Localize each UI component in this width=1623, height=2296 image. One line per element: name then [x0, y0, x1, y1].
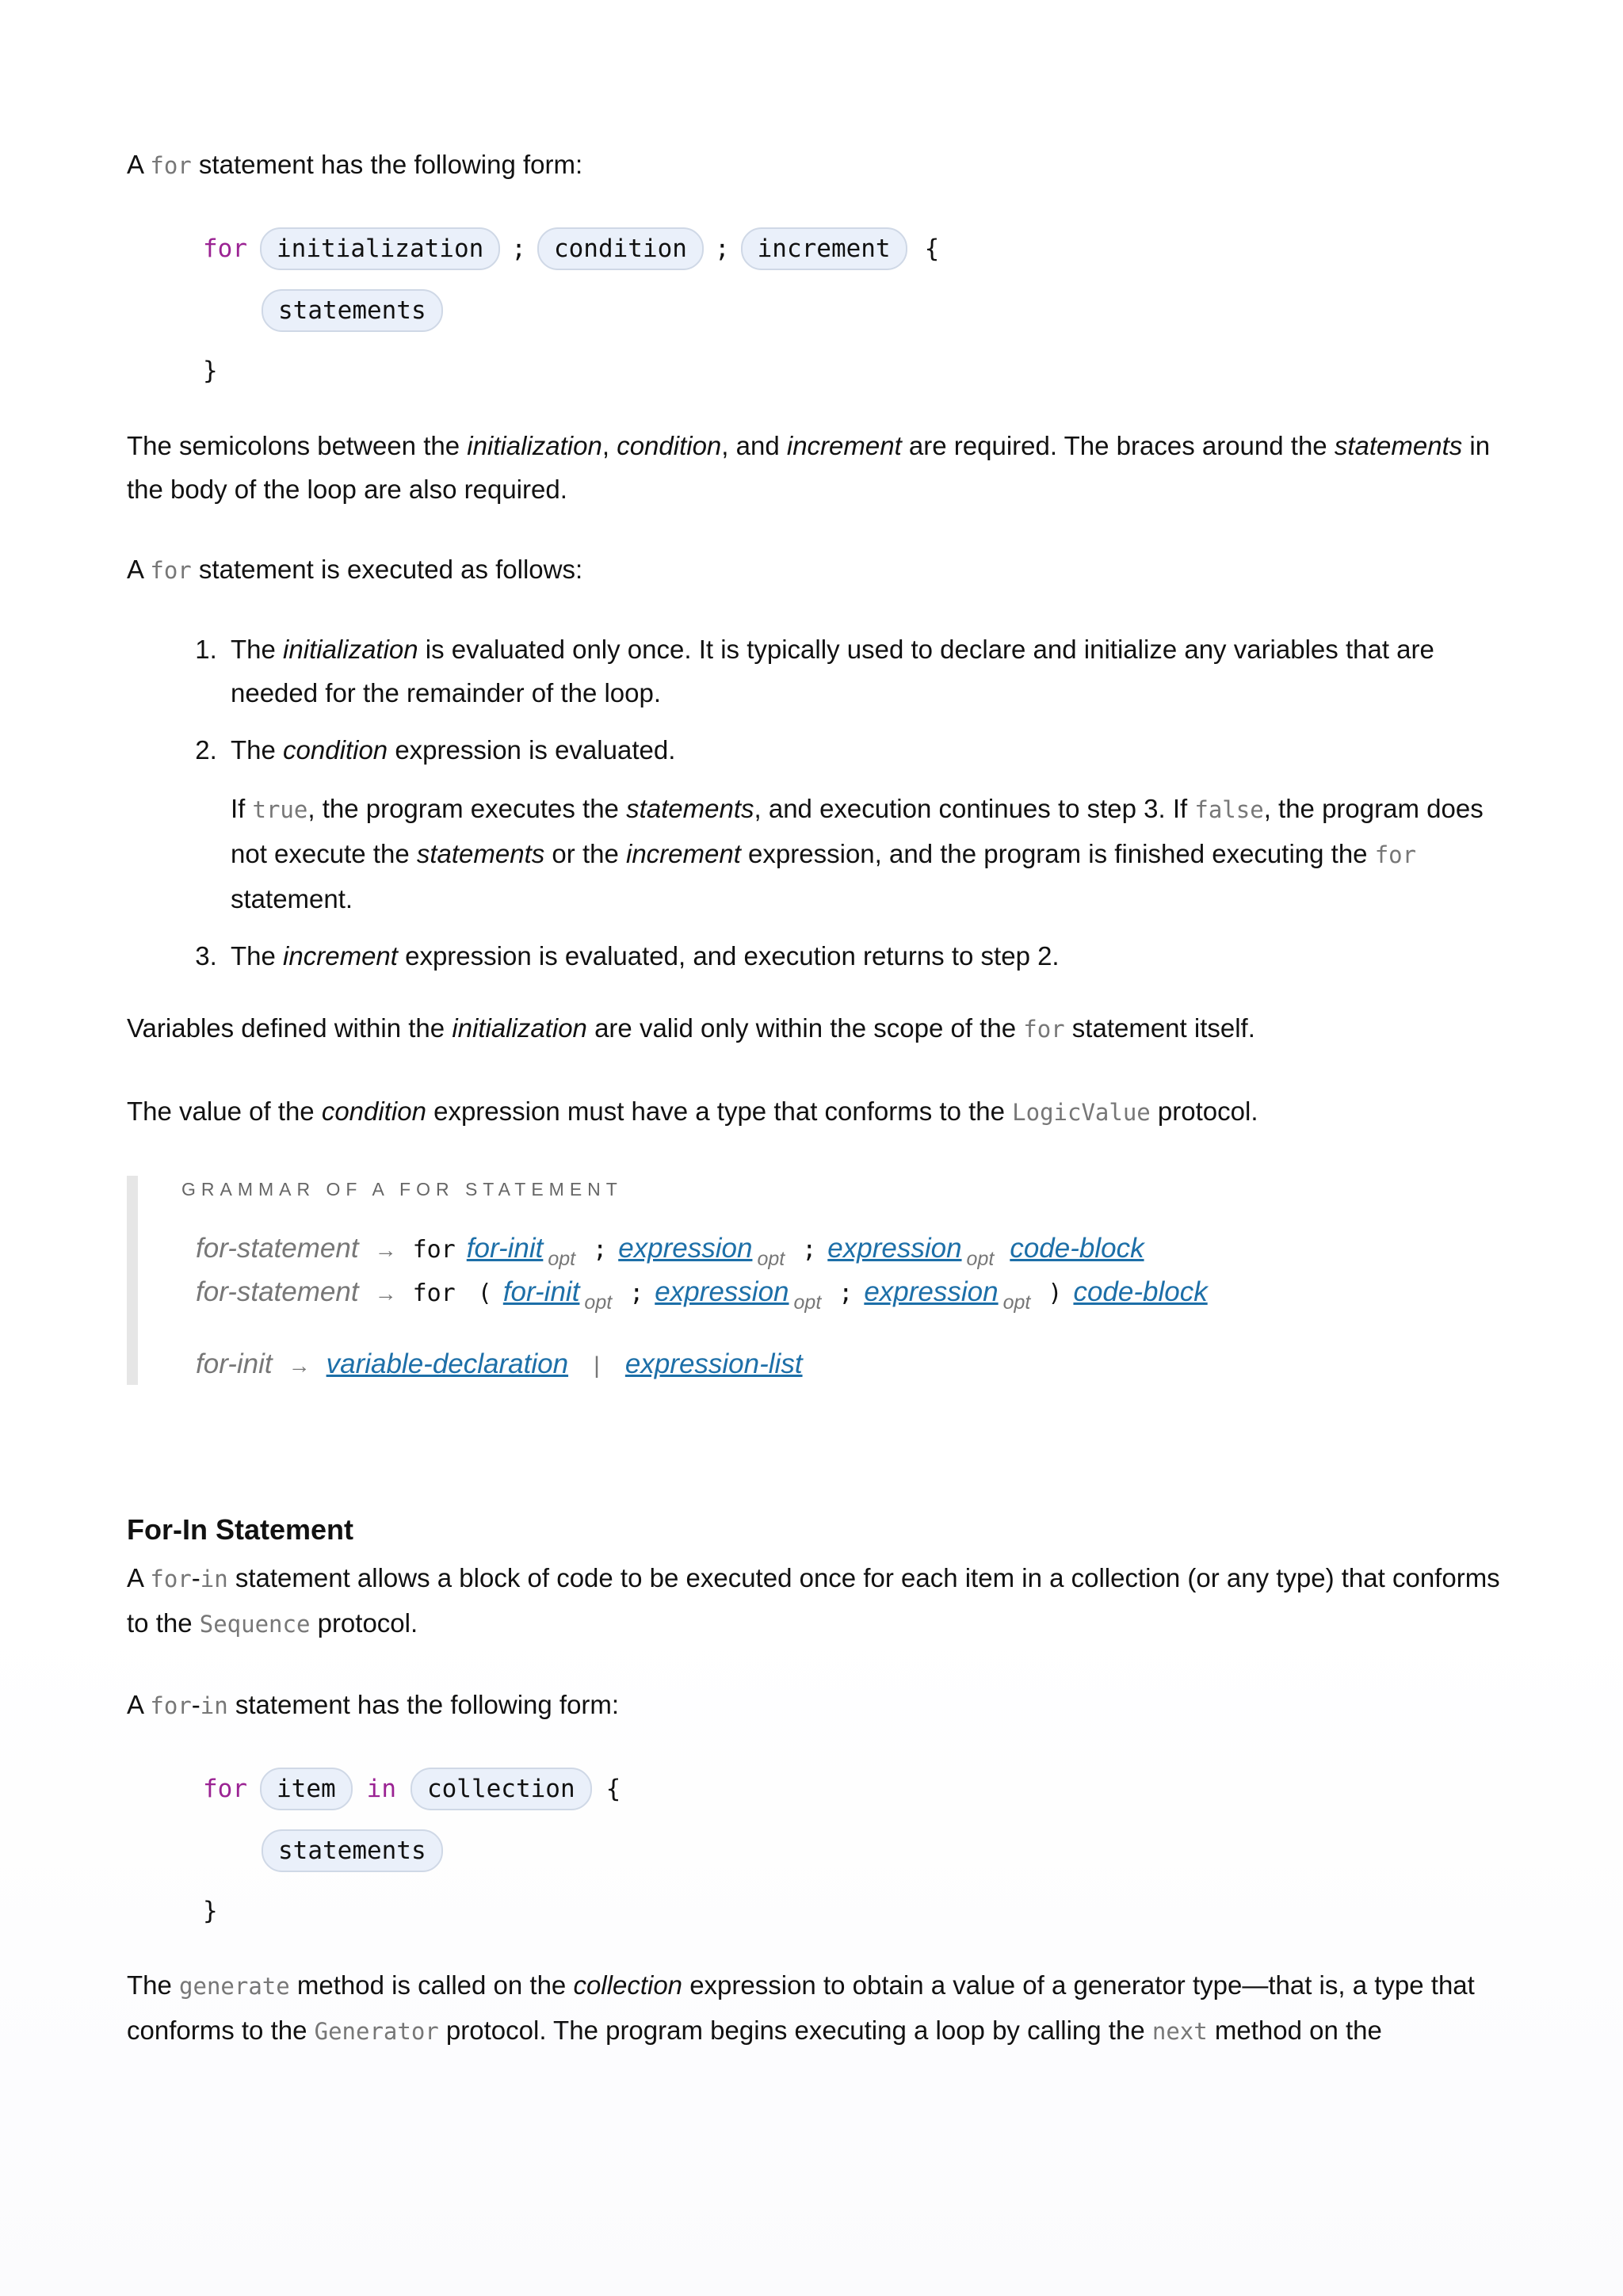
emphasis: initialization	[283, 635, 418, 664]
link-expression-list[interactable]: expression-list	[624, 1348, 803, 1379]
grammar-literal: for	[412, 1280, 456, 1307]
text: , the program executes the	[307, 794, 627, 823]
text: A	[127, 1690, 151, 1719]
inline-code: next	[1151, 2018, 1208, 2045]
emphasis: increment	[283, 941, 398, 971]
arrow-icon: →	[374, 1281, 397, 1306]
emphasis: condition	[321, 1097, 426, 1126]
emphasis: statements	[416, 839, 545, 868]
paragraph-generate-method	[127, 1963, 1506, 2054]
placeholder-item: item	[260, 1768, 353, 1810]
placeholder-condition: condition	[537, 227, 704, 270]
paragraph-condition-type	[127, 1089, 1506, 1135]
execution-steps-list	[127, 627, 1506, 978]
grammar-literal: )	[1048, 1280, 1063, 1307]
text: The	[231, 735, 284, 765]
code-line	[203, 225, 1506, 273]
semicolon: ;	[714, 235, 730, 263]
for-syntax-block	[203, 225, 1506, 395]
code-line	[203, 1765, 1506, 1813]
opt-marker: opt	[1002, 1291, 1031, 1314]
text: is evaluated only once. It is typically used to declare and initialize any variables that are needed for the remainder of the loop.	[231, 635, 1434, 707]
grammar-title: GRAMMAR OF A FOR STATEMENT	[181, 1179, 623, 1199]
grammar-rule	[174, 1226, 1506, 1270]
for-in-syntax-block	[203, 1765, 1506, 1935]
arrow-icon: →	[374, 1238, 397, 1262]
opt-marker: opt	[793, 1291, 822, 1314]
link-for-init[interactable]: for-init	[502, 1276, 580, 1307]
alternation-bar: |	[594, 1352, 600, 1379]
text: -	[191, 1563, 200, 1592]
code-line	[203, 1887, 1506, 1935]
paragraph-executed-as-follows	[127, 547, 1506, 593]
code-line	[203, 347, 1506, 395]
link-code-block[interactable]: code-block	[1010, 1233, 1144, 1264]
inline-code: for	[150, 557, 192, 584]
emphasis: statements	[626, 794, 754, 823]
list-item-detail	[231, 787, 1506, 921]
text: are valid only within the scope of the	[586, 1013, 1024, 1043]
grammar-literal: ;	[838, 1280, 854, 1307]
inline-code: false	[1194, 796, 1264, 823]
text: , and	[721, 431, 787, 460]
text: A	[127, 1563, 151, 1592]
keyword-for: for	[203, 235, 247, 263]
text: , and execution continues to step 3. If	[754, 794, 1195, 823]
text: statement itself.	[1064, 1013, 1255, 1043]
grammar-literal: ;	[593, 1236, 608, 1264]
inline-code: generate	[179, 1973, 290, 2000]
text: expression is evaluated, and execution returns to step 2.	[397, 941, 1060, 971]
paragraph-variables-scope	[127, 1006, 1506, 1051]
emphasis: statements	[1334, 431, 1463, 460]
grammar-box	[127, 1176, 1506, 1385]
section-heading: For-In Statement	[127, 1513, 354, 1546]
open-brace: {	[924, 235, 940, 263]
grammar-rule	[174, 1342, 1506, 1386]
emphasis: collection	[573, 1970, 683, 2000]
grammar-lhs: for-statement	[196, 1233, 359, 1264]
inline-code: LogicValue	[1012, 1099, 1151, 1126]
text: protocol.	[1150, 1097, 1258, 1126]
emphasis: condition	[617, 431, 722, 460]
list-item	[224, 728, 1506, 921]
link-for-init[interactable]: for-init	[466, 1233, 544, 1264]
opt-marker: opt	[584, 1291, 613, 1314]
text: expression, and the program is finished executing the	[740, 839, 1375, 868]
opt-marker: opt	[757, 1248, 785, 1270]
grammar-literal: ;	[629, 1280, 644, 1307]
text: The	[231, 635, 284, 664]
inline-code: for	[150, 1692, 192, 1719]
grammar-literal: for	[412, 1236, 456, 1264]
text: statement is executed as follows:	[191, 555, 583, 584]
paragraph-for-in-form	[127, 1683, 1506, 1728]
text: method is called on the	[289, 1970, 574, 2000]
text: , the program does not execute the	[231, 794, 1484, 868]
text: method on the	[1207, 2016, 1382, 2045]
list-item	[224, 627, 1506, 715]
inline-code: in	[200, 1692, 228, 1719]
text: expression is evaluated.	[388, 735, 676, 765]
inline-code: Generator	[314, 2018, 439, 2045]
inline-code: true	[252, 796, 308, 823]
emphasis: initialization	[452, 1013, 587, 1043]
emphasis: increment	[626, 839, 741, 868]
inline-code: for	[150, 152, 192, 179]
placeholder-statements: statements	[262, 1829, 443, 1872]
text: -	[191, 1690, 200, 1719]
text: expression to obtain a value of a generator type—that is, a type that conforms to the	[127, 1970, 1475, 2045]
grammar-rule	[174, 1270, 1506, 1314]
grammar-lhs: for-statement	[196, 1276, 359, 1307]
grammar-lhs: for-init	[196, 1348, 273, 1379]
text: The	[231, 941, 284, 971]
main-content	[127, 143, 1506, 2054]
text: expression must have a type that conforms to the	[426, 1097, 1013, 1126]
text: The	[127, 1970, 180, 2000]
placeholder-increment: increment	[741, 227, 907, 270]
placeholder-statements: statements	[262, 289, 443, 332]
text: protocol. The program begins executing a loop by calling the	[438, 2016, 1152, 2045]
emphasis: initialization	[467, 431, 602, 460]
grammar-literal: ;	[802, 1236, 817, 1264]
text: statement has the following form:	[227, 1690, 620, 1719]
placeholder-initialization: initialization	[260, 227, 500, 270]
opt-marker: opt	[548, 1248, 576, 1270]
open-brace: {	[605, 1775, 621, 1803]
inline-code: for	[1374, 841, 1417, 868]
paragraph-for-in-intro	[127, 1556, 1506, 1646]
code-line	[203, 287, 1506, 334]
opt-marker: opt	[966, 1248, 995, 1270]
keyword-in: in	[366, 1775, 396, 1803]
link-expression[interactable]: expression	[827, 1233, 962, 1264]
text: or the	[544, 839, 626, 868]
emphasis: increment	[786, 431, 902, 460]
inline-code: for	[150, 1566, 192, 1592]
paragraph-for-form-intro	[127, 143, 1506, 188]
link-code-block[interactable]: code-block	[1073, 1276, 1208, 1307]
text: in the body of the loop are also required.	[127, 431, 1491, 504]
link-expression[interactable]: expression	[618, 1233, 753, 1264]
inline-code: in	[200, 1566, 228, 1592]
placeholder-collection: collection	[411, 1768, 592, 1810]
text: statement has the following form:	[191, 150, 583, 179]
keyword-for: for	[203, 1775, 247, 1803]
arrow-icon: →	[288, 1353, 311, 1378]
emphasis: condition	[283, 735, 388, 765]
text: A	[127, 555, 151, 584]
inline-code: Sequence	[199, 1611, 311, 1638]
code-line	[203, 1827, 1506, 1875]
paragraph-semicolons	[127, 424, 1506, 511]
text: statement.	[231, 884, 353, 913]
semicolon: ;	[511, 235, 526, 263]
text: The value of the	[127, 1097, 322, 1126]
grammar-literal: (	[477, 1280, 492, 1307]
text: Variables defined within the	[127, 1013, 453, 1043]
text: If	[231, 794, 253, 823]
list-item	[224, 934, 1506, 978]
text: are required. The braces around the	[901, 431, 1335, 460]
close-brace: }	[203, 1897, 218, 1925]
text: A	[127, 150, 151, 179]
text: statement allows a block of code to be executed once for each item in a collection (or any type) that conforms to the	[127, 1563, 1500, 1638]
link-expression[interactable]: expression	[655, 1276, 789, 1307]
inline-code: for	[1023, 1016, 1065, 1043]
link-variable-declaration[interactable]: variable-declaration	[326, 1348, 569, 1379]
text: protocol.	[310, 1608, 418, 1638]
close-brace: }	[203, 357, 218, 385]
text: The semicolons between the	[127, 431, 468, 460]
text: ,	[601, 431, 617, 460]
link-expression[interactable]: expression	[864, 1276, 999, 1307]
